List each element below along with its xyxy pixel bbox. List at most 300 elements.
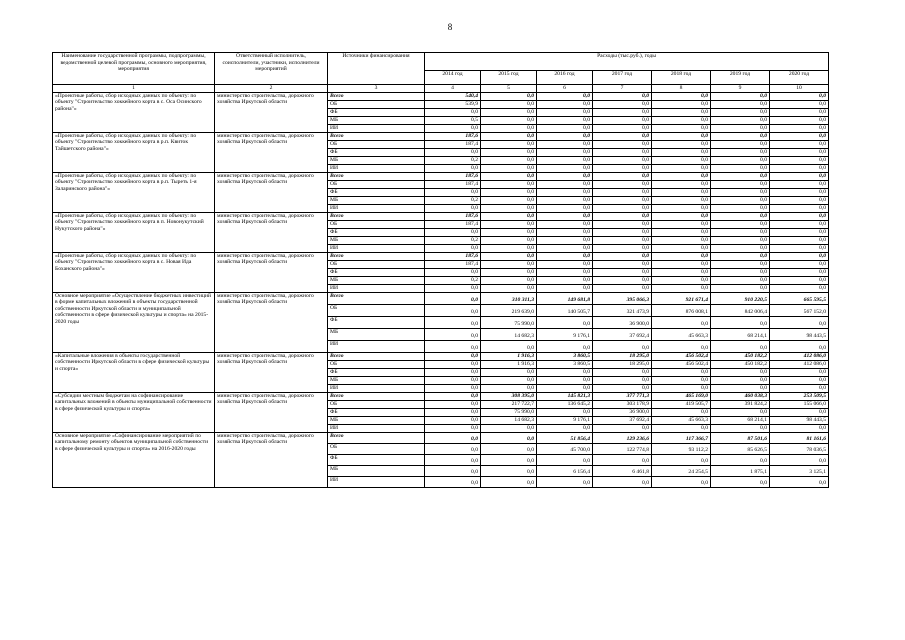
amount-cell: 456 502,4 [652, 352, 711, 360]
amount-cell: 0,0 [711, 284, 770, 292]
amount-cell: 68 214,1 [711, 328, 770, 340]
amount-cell: 0,0 [481, 443, 537, 454]
funding-source-cell: МБ [328, 416, 425, 424]
amount-cell: 0,0 [593, 276, 652, 284]
amount-cell: 0,0 [425, 304, 481, 316]
amount-cell: 0,0 [593, 156, 652, 164]
amount-cell: 0,0 [425, 454, 481, 465]
amount-cell: 129 236,6 [593, 432, 652, 443]
responsible-cell: министерство строительства, дорожного хозяйства Иркутской области [215, 132, 328, 172]
amount-cell: 0,0 [770, 228, 829, 236]
amount-cell: 0,0 [537, 100, 593, 108]
funding-source-cell: ИИ [328, 340, 425, 352]
amount-cell: 0,0 [481, 252, 537, 260]
amount-cell: 0,0 [711, 384, 770, 392]
amount-cell: 0,0 [652, 220, 711, 228]
amount-cell: 0,0 [425, 292, 481, 304]
amount-cell: 0,0 [481, 244, 537, 252]
column-number: 7 [593, 85, 652, 93]
funding-source-cell: ФБ [328, 228, 425, 236]
amount-cell: 0,0 [711, 376, 770, 384]
amount-cell: 9 176,1 [537, 416, 593, 424]
amount-cell: 0,0 [537, 204, 593, 212]
amount-cell: 0,0 [652, 148, 711, 156]
funding-source-cell: ОБ [328, 360, 425, 368]
amount-cell: 0,0 [481, 268, 537, 276]
amount-cell: 0,0 [481, 204, 537, 212]
amount-cell: 0,0 [537, 368, 593, 376]
amount-cell: 0,0 [537, 132, 593, 140]
amount-cell: 0,0 [770, 284, 829, 292]
amount-cell: 75 990,0 [481, 316, 537, 328]
amount-cell: 0,0 [711, 454, 770, 465]
funding-source-cell: ИИ [328, 204, 425, 212]
funding-source-cell: ФБ [328, 368, 425, 376]
header-year: 2016 год [537, 71, 593, 85]
amount-cell: 0,0 [593, 244, 652, 252]
amount-cell: 0,0 [593, 92, 652, 100]
amount-cell: 0,0 [770, 384, 829, 392]
column-number: 8 [652, 85, 711, 93]
amount-cell: 0,0 [481, 454, 537, 465]
amount-cell: 0,0 [711, 260, 770, 268]
funding-source-cell: ОБ [328, 220, 425, 228]
amount-cell: 0,0 [537, 252, 593, 260]
funding-source-cell: Всего [328, 292, 425, 304]
amount-cell: 145 821,3 [537, 392, 593, 400]
amount-cell: 0,0 [481, 140, 537, 148]
funding-source-cell: МБ [328, 236, 425, 244]
amount-cell: 0,0 [711, 124, 770, 132]
amount-cell: 0,0 [711, 276, 770, 284]
amount-cell: 0,0 [652, 368, 711, 376]
amount-cell: 0,0 [481, 92, 537, 100]
amount-cell: 0,0 [652, 116, 711, 124]
amount-cell: 0,0 [652, 454, 711, 465]
amount-cell: 665 595,5 [770, 292, 829, 304]
amount-cell: 98 443,5 [770, 328, 829, 340]
funding-source-cell: ИИ [328, 244, 425, 252]
column-number: 1 [53, 85, 215, 93]
program-name-cell: «Проектные работы, сбор исходных данных по объекту: по объекту "Строительство хоккейного корта в с. Новая Ида Боханского района"» [53, 252, 215, 292]
funding-source-cell: ОБ [328, 443, 425, 454]
amount-cell: 0,0 [593, 212, 652, 220]
amount-cell: 0,0 [770, 196, 829, 204]
amount-cell: 0,0 [770, 156, 829, 164]
amount-cell: 303 178,9 [593, 400, 652, 408]
amount-cell: 0,0 [770, 276, 829, 284]
header-year: 2019 год [711, 71, 770, 85]
amount-cell: 0,0 [481, 284, 537, 292]
table-row [53, 92, 829, 100]
amount-cell: 450 182,2 [711, 352, 770, 360]
amount-cell: 155 066,0 [770, 400, 829, 408]
amount-cell: 117 366,7 [652, 432, 711, 443]
funding-source-cell: Всего [328, 432, 425, 443]
amount-cell: 0,0 [770, 368, 829, 376]
funding-source-cell: МБ [328, 376, 425, 384]
amount-cell: 0,0 [711, 316, 770, 328]
amount-cell: 0,0 [425, 352, 481, 360]
amount-cell: 187,4 [425, 140, 481, 148]
amount-cell: 93 112,2 [652, 443, 711, 454]
amount-cell: 0,0 [481, 124, 537, 132]
funding-source-cell: ОБ [328, 140, 425, 148]
amount-cell: 0,0 [711, 236, 770, 244]
amount-cell: 0,0 [770, 212, 829, 220]
amount-cell: 0,0 [425, 268, 481, 276]
table-row [53, 212, 829, 220]
program-name-cell: «Проектные работы, сбор исходных данных по объекту: по объекту "Строительство хоккейного корта в р.п. Тыреть 1-я Заларинского района"» [53, 172, 215, 212]
header-year: 2017 год [593, 71, 652, 85]
amount-cell: 87 501,6 [711, 432, 770, 443]
amount-cell: 377 771,3 [593, 392, 652, 400]
amount-cell: 85 626,5 [711, 443, 770, 454]
amount-cell: 0,0 [537, 276, 593, 284]
amount-cell: 0,0 [537, 316, 593, 328]
amount-cell: 0,0 [770, 252, 829, 260]
amount-cell: 0,0 [593, 204, 652, 212]
amount-cell: 0,0 [711, 220, 770, 228]
amount-cell: 0,0 [652, 188, 711, 196]
amount-cell: 0,0 [481, 196, 537, 204]
amount-cell: 0,0 [593, 132, 652, 140]
amount-cell: 0,0 [481, 368, 537, 376]
amount-cell: 0,0 [425, 408, 481, 416]
amount-cell: 0,0 [425, 244, 481, 252]
responsible-cell: министерство строительства, дорожного хозяйства Иркутской области [215, 292, 328, 352]
funding-source-cell: Всего [328, 252, 425, 260]
amount-cell: 0,0 [481, 212, 537, 220]
amount-cell: 0,0 [593, 196, 652, 204]
column-number: 4 [425, 85, 481, 93]
amount-cell: 0,0 [537, 268, 593, 276]
header-year: 2014 год [425, 71, 481, 85]
responsible-cell: министерство строительства, дорожного хозяйства Иркутской области [215, 432, 328, 487]
amount-cell: 187,4 [425, 260, 481, 268]
amount-cell: 0,0 [652, 164, 711, 172]
funding-source-cell: ОБ [328, 400, 425, 408]
amount-cell: 0,0 [770, 376, 829, 384]
amount-cell: 75 990,0 [481, 408, 537, 416]
amount-cell: 18 295,0 [593, 352, 652, 360]
amount-cell: 68 214,1 [711, 416, 770, 424]
amount-cell: 0,0 [425, 424, 481, 432]
amount-cell: 0,0 [537, 172, 593, 180]
amount-cell: 0,0 [425, 228, 481, 236]
amount-cell: 0,0 [537, 188, 593, 196]
amount-cell: 0,0 [593, 180, 652, 188]
amount-cell: 187,4 [425, 180, 481, 188]
amount-cell: 0,0 [652, 276, 711, 284]
amount-cell: 0,0 [537, 340, 593, 352]
table-row [53, 432, 829, 443]
amount-cell: 14 682,3 [481, 416, 537, 424]
funding-source-cell: ОБ [328, 260, 425, 268]
amount-cell: 0,0 [652, 196, 711, 204]
amount-cell: 0,0 [770, 124, 829, 132]
amount-cell: 0,0 [770, 148, 829, 156]
amount-cell: 0,2 [425, 276, 481, 284]
funding-source-cell: Всего [328, 212, 425, 220]
column-number: 2 [215, 85, 328, 93]
column-number: 10 [770, 85, 829, 93]
amount-cell: 0,0 [425, 340, 481, 352]
funding-source-cell: ФБ [328, 268, 425, 276]
amount-cell: 187,6 [425, 212, 481, 220]
funding-source-cell: ОБ [328, 100, 425, 108]
amount-cell: 0,0 [770, 408, 829, 416]
amount-cell: 0,0 [593, 100, 652, 108]
amount-cell: 36 900,0 [593, 408, 652, 416]
amount-cell: 0,0 [425, 284, 481, 292]
amount-cell: 0,0 [711, 196, 770, 204]
amount-cell: 0,0 [425, 368, 481, 376]
amount-cell: 0,0 [481, 260, 537, 268]
amount-cell: 0,0 [770, 340, 829, 352]
amount-cell: 0,0 [481, 116, 537, 124]
program-name-cell: «Проектные работы, сбор исходных данных по объекту: по объекту "Строительство хоккейного корта в п. Новонукутский Нукутского района"» [53, 212, 215, 252]
amount-cell: 0,5 [425, 116, 481, 124]
amount-cell: 0,0 [425, 392, 481, 400]
amount-cell: 0,0 [425, 416, 481, 424]
header-responsible: Ответственный исполнитель, соисполнители, участники, исполнители мероприятий [215, 53, 328, 85]
amount-cell: 567 152,0 [770, 304, 829, 316]
amount-cell: 0,0 [652, 204, 711, 212]
amount-cell: 321 473,9 [593, 304, 652, 316]
amount-cell: 0,0 [593, 454, 652, 465]
amount-cell: 0,0 [770, 140, 829, 148]
amount-cell: 0,0 [593, 340, 652, 352]
amount-cell: 0,0 [537, 148, 593, 156]
amount-cell: 0,0 [593, 188, 652, 196]
amount-cell: 460 038,3 [711, 392, 770, 400]
funding-source-cell: ИИ [328, 476, 425, 487]
amount-cell: 0,0 [711, 204, 770, 212]
amount-cell: 0,0 [425, 432, 481, 443]
header-source: Источники финансирования [328, 53, 425, 85]
funding-source-cell: Всего [328, 92, 425, 100]
amount-cell: 0,0 [593, 384, 652, 392]
amount-cell: 187,6 [425, 172, 481, 180]
amount-cell: 395 066,3 [593, 292, 652, 304]
amount-cell: 187,6 [425, 132, 481, 140]
funding-source-cell: ФБ [328, 316, 425, 328]
amount-cell: 0,0 [481, 236, 537, 244]
amount-cell: 9 176,1 [537, 328, 593, 340]
amount-cell: 0,0 [481, 376, 537, 384]
amount-cell: 0,0 [481, 180, 537, 188]
amount-cell: 465 169,0 [652, 392, 711, 400]
amount-cell: 0,0 [652, 180, 711, 188]
amount-cell: 0,0 [593, 124, 652, 132]
table-row [53, 352, 829, 360]
amount-cell: 0,0 [652, 156, 711, 164]
amount-cell: 81 161,6 [770, 432, 829, 443]
funding-source-cell: ОБ [328, 180, 425, 188]
amount-cell: 0,0 [652, 340, 711, 352]
amount-cell: 391 824,2 [711, 400, 770, 408]
amount-cell: 0,0 [425, 476, 481, 487]
table-body [53, 92, 829, 487]
amount-cell: 0,0 [770, 476, 829, 487]
responsible-cell: министерство строительства, дорожного хозяйства Иркутской области [215, 252, 328, 292]
amount-cell: 0,0 [711, 92, 770, 100]
amount-cell: 842 006,4 [711, 304, 770, 316]
amount-cell: 0,0 [537, 408, 593, 416]
amount-cell: 0,0 [711, 188, 770, 196]
amount-cell: 136 645,2 [537, 400, 593, 408]
amount-cell: 0,0 [652, 408, 711, 416]
amount-cell: 0,0 [593, 376, 652, 384]
amount-cell: 0,0 [537, 376, 593, 384]
amount-cell: 36 900,0 [593, 316, 652, 328]
amount-cell: 0,0 [425, 360, 481, 368]
amount-cell: 0,0 [425, 316, 481, 328]
amount-cell: 0,0 [652, 124, 711, 132]
amount-cell: 0,0 [593, 268, 652, 276]
amount-cell: 0,0 [652, 260, 711, 268]
amount-cell: 0,0 [652, 236, 711, 244]
amount-cell: 0,2 [425, 236, 481, 244]
budget-table [52, 52, 829, 488]
amount-cell: 0,0 [652, 140, 711, 148]
amount-cell: 0,0 [593, 284, 652, 292]
amount-cell: 3 860,5 [537, 360, 593, 368]
amount-cell: 0,0 [652, 424, 711, 432]
amount-cell: 0,0 [593, 116, 652, 124]
amount-cell: 456 502,4 [652, 360, 711, 368]
amount-cell: 0,0 [537, 260, 593, 268]
amount-cell: 0,0 [652, 252, 711, 260]
amount-cell: 0,0 [652, 476, 711, 487]
responsible-cell: министерство строительства, дорожного хозяйства Иркутской области [215, 172, 328, 212]
amount-cell: 1 916,3 [481, 360, 537, 368]
funding-source-cell: ФБ [328, 454, 425, 465]
amount-cell: 0,0 [481, 100, 537, 108]
amount-cell: 0,0 [537, 220, 593, 228]
amount-cell: 253 509,5 [770, 392, 829, 400]
amount-cell: 921 671,4 [652, 292, 711, 304]
amount-cell: 0,0 [593, 140, 652, 148]
amount-cell: 0,0 [481, 164, 537, 172]
amount-cell: 0,0 [481, 108, 537, 116]
amount-cell: 6 156,4 [537, 465, 593, 476]
amount-cell: 0,0 [593, 172, 652, 180]
amount-cell: 1 916,3 [481, 352, 537, 360]
amount-cell: 0,0 [652, 108, 711, 116]
table-row [53, 252, 829, 260]
funding-source-cell: МБ [328, 196, 425, 204]
amount-cell: 0,2 [425, 196, 481, 204]
amount-cell: 0,0 [425, 400, 481, 408]
amount-cell: 0,0 [481, 172, 537, 180]
funding-source-cell: Всего [328, 352, 425, 360]
amount-cell: 0,2 [425, 156, 481, 164]
funding-source-cell: ФБ [328, 148, 425, 156]
amount-cell: 0,0 [593, 228, 652, 236]
amount-cell: 0,0 [711, 164, 770, 172]
amount-cell: 51 856,4 [537, 432, 593, 443]
amount-cell: 0,0 [711, 476, 770, 487]
program-name-cell: «Проектные работы, сбор исходных данных по объекту: по объекту "Строительство хоккейного корта в с. Оса Осинского района"» [53, 92, 215, 132]
amount-cell: 876 008,1 [652, 304, 711, 316]
amount-cell: 0,0 [770, 454, 829, 465]
amount-cell: 0,0 [652, 244, 711, 252]
header-expenses: Расходы (тыс.руб.), годы [425, 53, 829, 71]
header-program: Наименование государственной программы, подпрограммы, ведомственной целевой программы, основного мероприятия, мероприятия [53, 53, 215, 85]
responsible-cell: министерство строительства, дорожного хозяйства Иркутской области [215, 212, 328, 252]
amount-cell: 14 682,3 [481, 328, 537, 340]
amount-cell: 0,0 [425, 188, 481, 196]
amount-cell: 539,9 [425, 100, 481, 108]
amount-cell: 0,0 [537, 108, 593, 116]
funding-source-cell: ФБ [328, 408, 425, 416]
amount-cell: 308 395,0 [481, 392, 537, 400]
amount-cell: 0,0 [593, 148, 652, 156]
amount-cell: 0,0 [425, 443, 481, 454]
amount-cell: 6 461,8 [593, 465, 652, 476]
amount-cell: 0,0 [481, 188, 537, 196]
amount-cell: 0,0 [652, 172, 711, 180]
amount-cell: 0,0 [425, 124, 481, 132]
amount-cell: 18 295,0 [593, 360, 652, 368]
amount-cell: 0,0 [481, 156, 537, 164]
amount-cell: 0,0 [711, 108, 770, 116]
responsible-cell: министерство строительства, дорожного хозяйства Иркутской области [215, 92, 328, 132]
program-name-cell: Основное мероприятие «Софинансирование мероприятий по капитальному ремонту объектов муниципальной собственности в сфере физической культуры и спорта» на 2016-2020 годы [53, 432, 215, 487]
amount-cell: 0,0 [425, 328, 481, 340]
header-year: 2020 год [770, 71, 829, 85]
amount-cell: 0,0 [537, 384, 593, 392]
amount-cell: 187,4 [425, 220, 481, 228]
amount-cell: 0,0 [425, 164, 481, 172]
amount-cell: 0,0 [652, 228, 711, 236]
amount-cell: 0,0 [770, 92, 829, 100]
amount-cell: 0,0 [652, 92, 711, 100]
amount-cell: 0,0 [711, 140, 770, 148]
amount-cell: 45 700,0 [537, 443, 593, 454]
amount-cell: 140 505,7 [537, 304, 593, 316]
amount-cell: 0,0 [537, 164, 593, 172]
funding-source-cell: ИИ [328, 124, 425, 132]
amount-cell: 0,0 [481, 148, 537, 156]
amount-cell: 0,0 [425, 465, 481, 476]
funding-source-cell: ИИ [328, 424, 425, 432]
funding-source-cell: МБ [328, 328, 425, 340]
program-name-cell: Основное мероприятие «Осуществление бюджетных инвестиций в форме капитальных вложений в объекты государственной собственности Иркутской области и муниципальной собственности в сфере физической культуры и спорта» на 2015-2020 годы [53, 292, 215, 352]
amount-cell: 540,4 [425, 92, 481, 100]
page-number: 8 [447, 22, 453, 32]
funding-source-cell: ИИ [328, 164, 425, 172]
amount-cell: 0,0 [537, 196, 593, 204]
amount-cell: 0,0 [593, 108, 652, 116]
funding-source-cell: ФБ [328, 188, 425, 196]
amount-cell: 0,0 [770, 204, 829, 212]
program-name-cell: «Проектные работы, сбор исходных данных по объекту: по объекту "Строительство хоккейного корта в р.п. Квиток Тайшетского района"» [53, 132, 215, 172]
column-number: 6 [537, 85, 593, 93]
amount-cell: 0,0 [711, 268, 770, 276]
amount-cell: 0,0 [652, 268, 711, 276]
amount-cell: 0,0 [593, 236, 652, 244]
amount-cell: 0,0 [425, 384, 481, 392]
amount-cell: 45 663,3 [652, 328, 711, 340]
amount-cell: 0,0 [711, 408, 770, 416]
amount-cell: 98 443,5 [770, 416, 829, 424]
funding-source-cell: Всего [328, 172, 425, 180]
amount-cell: 0,0 [537, 228, 593, 236]
amount-cell: 0,0 [711, 148, 770, 156]
